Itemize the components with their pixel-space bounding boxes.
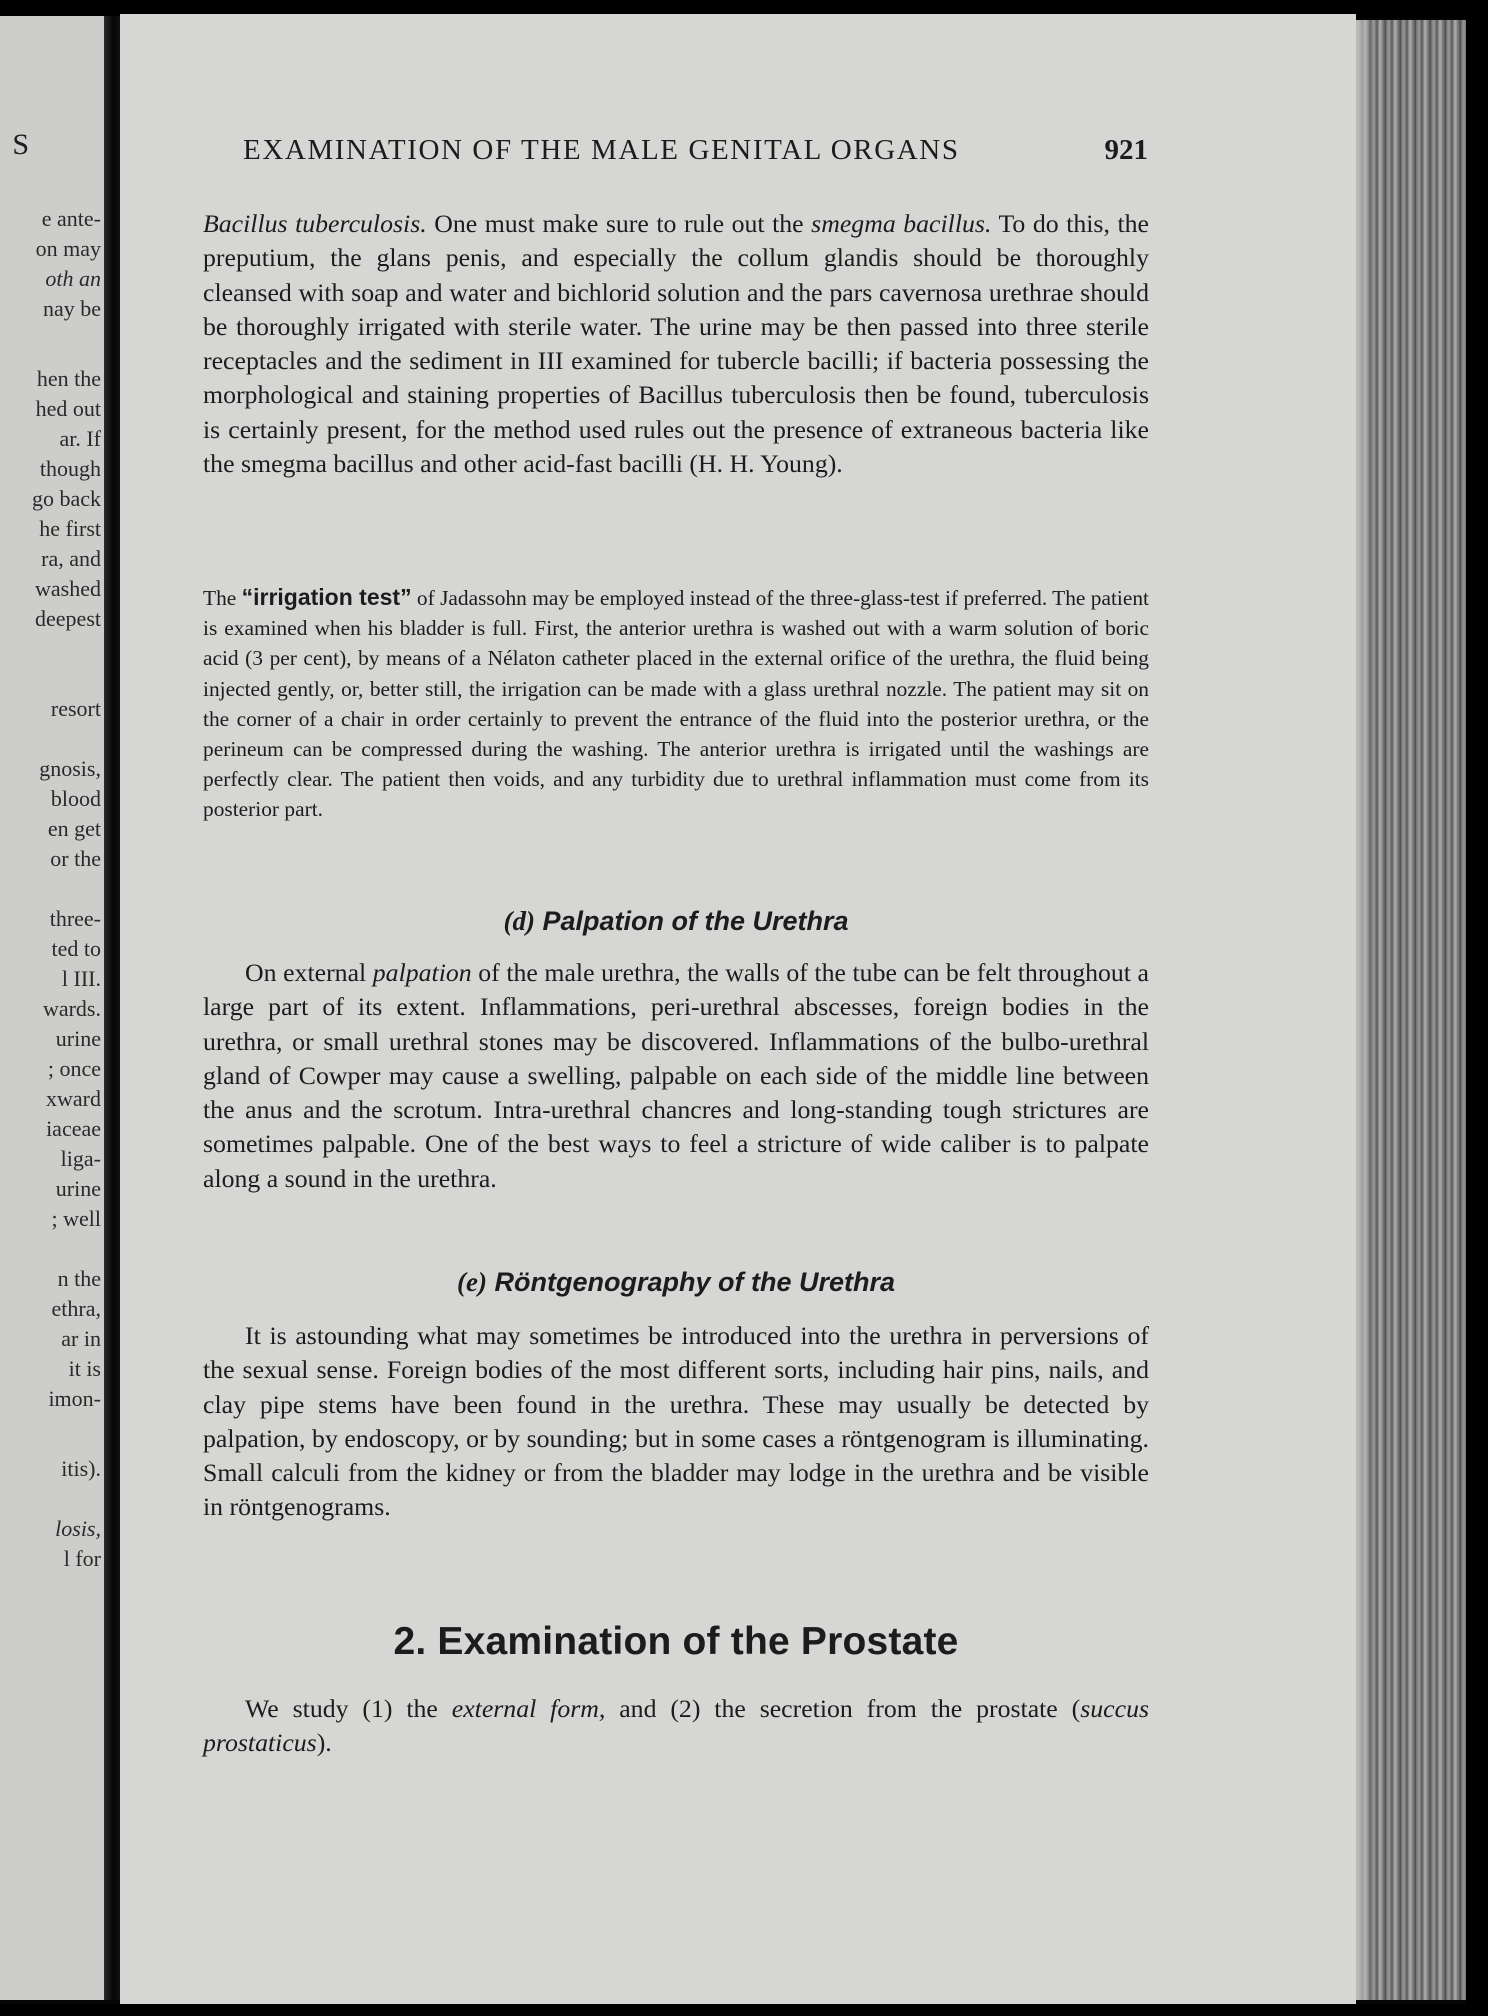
facing-page-fragment: l III. [61, 966, 101, 991]
scan-border-bottom [0, 2004, 1488, 2016]
text-run: It is astounding what may sometimes be introduced into the urethra in perversions of the sexual sense. Foreign bodies of the most different sorts, including hair pins, nails, and clay pipe stems have been found in the urethra. These may usually be detected by palpation, by endoscopy, or by sounding; but in some cases a röntgenogram is illuminating. Small calculi from the kidney or from the bladder may lodge in the urethra and be visible in röntgenograms. [203, 1321, 1149, 1522]
facing-page-fragment: go back [31, 486, 101, 511]
facing-page-fragment: iaceae [46, 1116, 101, 1141]
facing-page-fragment: ethra, [51, 1296, 101, 1321]
facing-page-fragment: en get [47, 816, 101, 841]
facing-page-fragment: urine [55, 1026, 101, 1051]
facing-page-fragment: ar. If [59, 426, 101, 451]
facing-page-fragment: ; once [47, 1056, 101, 1081]
running-header [243, 134, 1148, 174]
text-run: We study (1) the [245, 1694, 452, 1723]
page-number: 921 [1104, 134, 1148, 166]
paragraph-tuberculosis [203, 207, 1149, 481]
facing-page-fragment: xward [46, 1086, 101, 1111]
facing-page-fragment: resort [50, 696, 101, 721]
facing-page-fragment: gnosis, [39, 756, 101, 781]
facing-page-fragment: losis, [55, 1516, 101, 1541]
subheading-text: Röntgenography of the Urethra [494, 1267, 895, 1297]
facing-page-fragment: on may [35, 236, 101, 261]
book-gutter [104, 16, 120, 2000]
facing-page-fragment: imon- [48, 1386, 101, 1411]
facing-page-fragment: liga- [60, 1146, 101, 1171]
facing-page-left [0, 16, 104, 2000]
facing-page-fragment: ar in [61, 1326, 101, 1351]
facing-page-fragment: or the [50, 846, 101, 871]
italic-term: Bacillus tuberculosis. [203, 209, 427, 238]
facing-page-fragment: l for [63, 1546, 101, 1571]
italic-term: external form, [451, 1694, 606, 1723]
facing-page-fragment: nay be [42, 296, 101, 321]
page-edge-shadow [1356, 20, 1374, 2000]
section-heading-prostate: 2. Examination of the Prostate [393, 1620, 959, 1663]
facing-page-fragment: hen the [36, 366, 101, 391]
paragraph-palpation [203, 956, 1149, 1196]
text-run: To do this, the preputium, the glans penis, and especially the collum glandis should be thoroughly cleansed with soap and water and bichlorid solution and the pars cavernosa urethrae should be thoroughly irrigated with sterile water. The urine may be then passed into three sterile receptacles and the sediment in III examined for tubercle bacilli; if bacteria possessing the morphological and staining properties of Bacillus tuberculosis then be found, tuberculosis is certainly present, for the method used rules out the presence of extraneous bacteria like the smegma bacillus and other acid-fast bacilli (H. H. Young). [203, 209, 1149, 479]
scan-border-right [1466, 0, 1488, 2016]
text-run: ). [316, 1728, 332, 1758]
text-run: One must make sure to rule out the [426, 209, 812, 238]
facing-page-fragment: urine [55, 1176, 101, 1201]
bold-term: “irrigation test” [241, 584, 412, 610]
text-run: of the male urethra, the walls of the tube can be felt throughout a large part of its extent. Inflammations, peri-urethral abscesses, foreign bodies in the urethra, or small urethral stones may be discovered. Inflammations of the bulbo-urethral gland of Cowper may cause a swelling, palpable on each side of the middle line between the anus and the scrotum. Intra-urethral chancres and long-standing tough strictures are sometimes palpable. One of the best ways to feel a stricture of wide caliber is to palpate along a sound in the urethra. [203, 958, 1149, 1193]
running-header-title: EXAMINATION OF THE MALE GENITAL ORGANS [243, 134, 960, 166]
paragraph-prostate-intro [203, 1692, 1149, 1761]
facing-page-fragment: n the [57, 1266, 101, 1291]
facing-page-fragment: deepest [35, 606, 101, 631]
facing-page-fragment: hed out [35, 396, 101, 421]
text-run: of Jadassohn may be employed instead of the three-glass-test if preferred. The patient is examined when his bladder is full. First, the anterior urethra is washed out with a warm solution of boric acid (3 per cent), by means of a Nélaton catheter placed in the external orifice of the urethra, the fluid being injected gently, or, better still, the irrigation can be made with a glass urethral nozzle. The patient may sit on the corner of a chair in order certainly to prevent the entrance of the fluid into the posterior urethra, or the perineum can be compressed during the washing. The anterior urethra is irrigated until the washings are perfectly clear. The patient then voids, and any turbidity due to urethral inflammation must come from its posterior part. [203, 586, 1149, 822]
facing-page-fragment: itis). [61, 1456, 101, 1481]
italic-term: succus prostaticus [203, 1694, 1150, 1758]
subheading-letter: (d) [503, 906, 535, 936]
facing-page-fragment: ted to [51, 936, 101, 961]
facing-page-fragment: he first [39, 516, 101, 541]
subheading-text: Palpation of the Urethra [542, 906, 849, 936]
italic-term: palpation [372, 958, 472, 987]
paragraph-rontgenography [203, 1319, 1149, 1525]
subheading-letter: (e) [457, 1267, 487, 1297]
facing-page-fragment: blood [50, 786, 101, 811]
facing-page-fragment: three- [49, 906, 101, 931]
facing-page-fragment: it is [68, 1356, 101, 1381]
facing-page-running-head: S [12, 128, 30, 161]
facing-page-fragment: washed [35, 576, 101, 601]
subheading-palpation [203, 906, 1149, 937]
facing-page-fragment: wards. [42, 996, 101, 1021]
text-run: and (2) the secretion from the prostate ( [605, 1694, 1081, 1723]
facing-page-fragment: though [39, 456, 101, 481]
italic-term: smegma bacillus. [811, 209, 992, 238]
facing-page-fragment: e ante- [41, 206, 101, 231]
facing-page-fragment: ra, and [41, 546, 101, 571]
text-run: On external [245, 958, 373, 987]
subheading-rontgenography [203, 1267, 1149, 1298]
facing-page-fragment: ; well [51, 1206, 101, 1231]
text-run: The [203, 586, 242, 610]
paragraph-irrigation-test [203, 582, 1149, 825]
facing-page-fragment: oth an [45, 266, 101, 291]
